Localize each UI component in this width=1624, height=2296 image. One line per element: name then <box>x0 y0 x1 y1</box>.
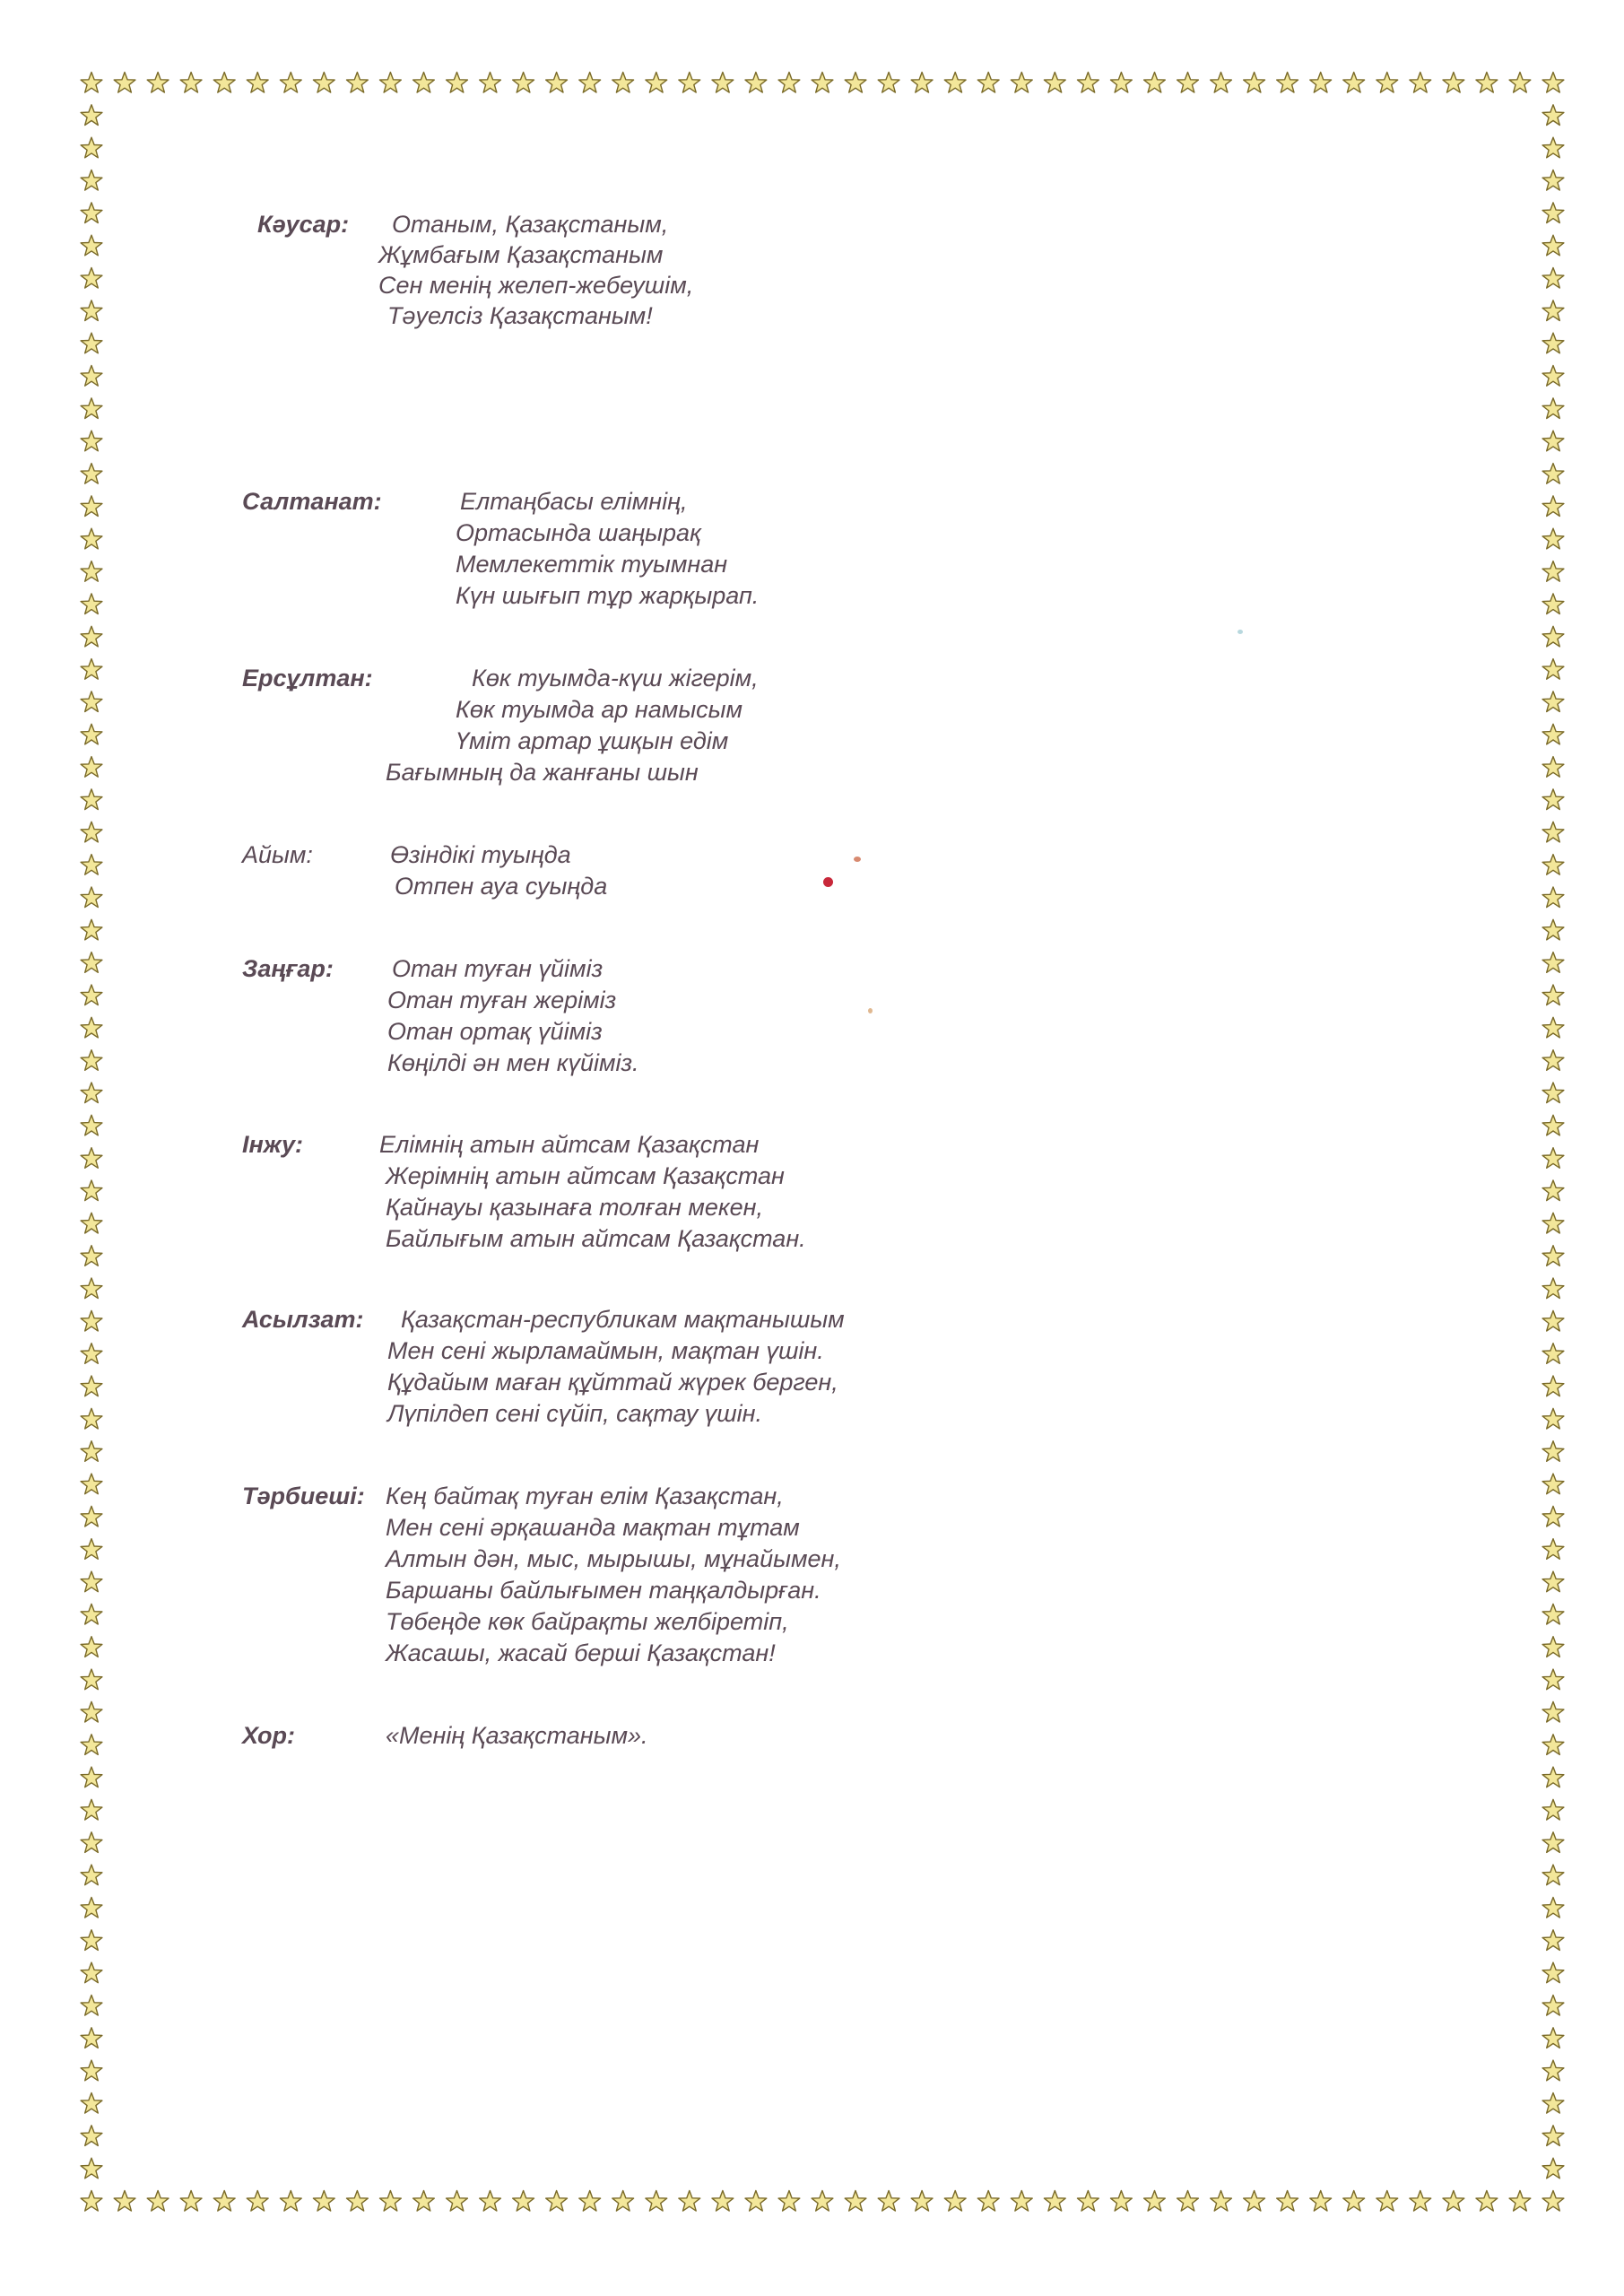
verse-line: Мемлекеттік туымнан <box>456 551 728 578</box>
verse-line: Кең байтақ туған елім Қазақстан, <box>386 1483 784 1509</box>
speaker-name: Заңғар: <box>242 955 334 982</box>
verse-line: Жасашы, жасай берші Қазақстан! <box>386 1639 776 1666</box>
verse-line: Төбеңде көк байрақты желбіретіп, <box>386 1608 789 1635</box>
scan-speck <box>854 857 861 862</box>
verse-line: Мен сені әрқашанда мақтан тұтам <box>386 1514 800 1541</box>
verse-line: Күн шығып тұр жарқырап. <box>456 582 760 609</box>
verse-line: Отпен ауа суыңда <box>395 873 608 900</box>
verse-line: Тәуелсіз Қазақстаным! <box>387 302 653 329</box>
verse-line: Көк туымда-күш жігерім, <box>472 665 759 691</box>
verse-line: Өзіндікі туыңда <box>390 841 571 868</box>
verse-line: Ортасында шаңырақ <box>456 519 701 546</box>
scan-speck <box>868 1008 873 1013</box>
speaker-name: Тәрбиеші: <box>242 1483 365 1509</box>
verse-line: Алтын дән, мыс, мырышы, мұнайымен, <box>386 1545 841 1572</box>
verse-line: Көк туымда ар намысым <box>456 696 743 723</box>
speaker-name: Айым: <box>242 841 313 868</box>
speaker-name: Ерсұлтан: <box>242 665 373 691</box>
verse-line: Қазақстан-республикам мақтанышым <box>401 1306 845 1333</box>
verse-line: Елімнің атын айтсам Қазақстан <box>379 1131 760 1158</box>
verse-line: «Менің Қазақстаным». <box>386 1722 648 1749</box>
speaker-name: Асылзат: <box>242 1306 364 1333</box>
scan-speck <box>823 877 833 887</box>
verse-line: Лүпілдеп сені сүйіп, сақтау үшін. <box>387 1400 762 1427</box>
verse-line: Жұмбағым Қазақстаным <box>378 241 664 268</box>
verse-line: Байлығым атын айтсам Қазақстан. <box>386 1225 806 1252</box>
verse-line: Көңілді ән мен күйіміз. <box>387 1049 639 1076</box>
verse-line: Елтаңбасы елімнің, <box>460 488 688 515</box>
verse-line: Жерімнің атын айтсам Қазақстан <box>386 1162 785 1189</box>
verse-line: Сен менің желеп-жебеушім, <box>378 272 694 299</box>
speaker-name: Інжу: <box>242 1131 304 1158</box>
verse-line: Бағымның да жанғаны шын <box>386 759 699 786</box>
speaker-name: Хор: <box>242 1722 295 1749</box>
verse-line: Құдайым маған құйттай жүрек берген, <box>387 1369 838 1396</box>
scan-speck <box>1238 630 1243 634</box>
verse-line: Баршаны байлығымен таңқалдырған. <box>386 1577 821 1604</box>
verse-line: Қайнауы қазынаға толған мекен, <box>386 1194 764 1221</box>
verse-line: Отаным, Қазақстаным, <box>392 211 669 238</box>
verse-line: Үміт артар ұшқын едім <box>456 727 729 754</box>
speaker-name: Салтанат: <box>242 488 382 515</box>
verse-line: Отан туған жеріміз <box>387 987 617 1013</box>
verse-line: Отан ортақ үйіміз <box>387 1018 603 1045</box>
verse-line: Отан туған үйіміз <box>392 955 604 982</box>
verse-line: Мен сені жырламаймын, мақтан үшін. <box>387 1337 824 1364</box>
speaker-name: Кәусар: <box>257 211 350 238</box>
